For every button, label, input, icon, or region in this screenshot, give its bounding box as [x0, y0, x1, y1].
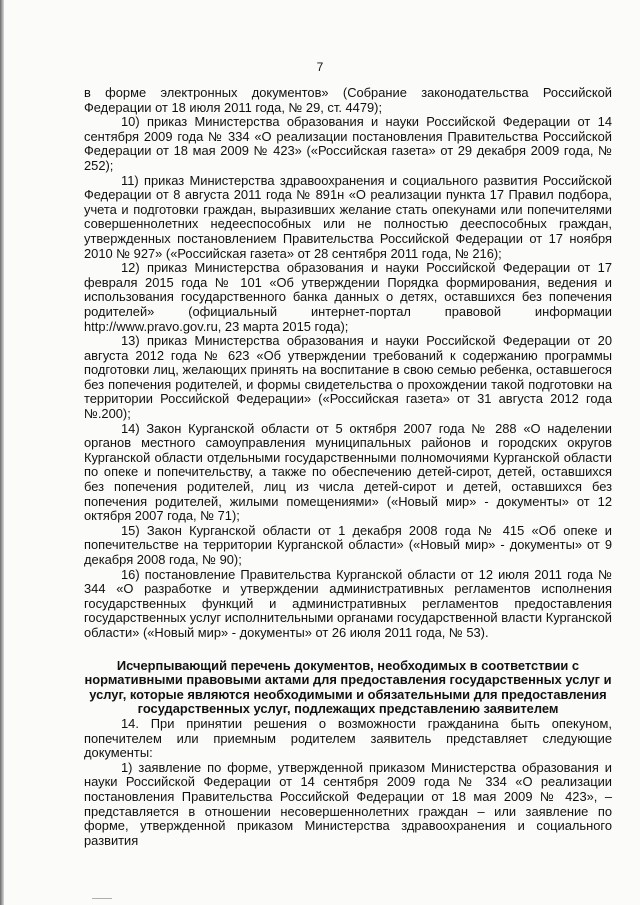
list-item-15: 15) Закон Курганской области от 1 декабря 2008 года № 415 «Об опеке и попечительстве на территории Курганской области» («Новый мир» - документы» от 9 декабря 2008 года, № 90);	[84, 522, 612, 567]
document-body	[84, 86, 612, 848]
list-item-16: 16) постановление Правительства Курганской области от 12 июля 2011 года № 344 «О разработке и утверждении административных регламентов исполнения государственных функций и административных регламентов предоставления государственных услуг исполнительными органами государственной власти Курганской области» («Новый мир» - документы» от 26 июля 2011 года, № 53).	[84, 566, 612, 640]
list-item-13: 13) приказ Министерства образования и науки Российской Федерации от 20 августа 2012 года № 623 «Об утверждении требований к содержанию программы подготовки лиц, желающих принять на воспитание в свою семью ребенка, оставшегося без попечения родителей, и формы свидетельства о прохождении такой подготовки на территории Российской Федерации» («Российская газета» от 31 августа 2012 года №.200);	[84, 333, 612, 422]
paragraph-continuation: в форме электронных документов» (Собрание законодательства Российской Федерации от 18 июля 2011 года, № 29, ст. 4479);	[84, 85, 612, 115]
scan-mark	[92, 898, 112, 902]
scan-edge-shadow	[0, 0, 4, 905]
paragraph-clause-14: 14. При принятии решения о возможности гражданина быть опекуном, попечителем или приемным родителем заявитель представляет следующие документы:	[84, 715, 612, 761]
list-item-14: 14) Закон Курганской области от 5 октября 2007 года № 288 «О наделении органов местного самоуправления муниципальных районов и городских округов Курганской области отдельными государственными полномочиями Курганской области по опеке и попечительству, а также по обеспечению детей-сирот, детей, оставшихся без попечения родителей, лиц из числа детей-сирот и детей, оставшихся без попечения родителей, жилыми помещениями» («Новый мир» - документы» от 12 октября 2007 года, № 71);	[84, 420, 612, 524]
list-item-11: 11) приказ Министерства здравоохранения и социального развития Российской Федерации от 8 августа 2011 года № 891н «О реализации пункта 17 Правил подбора, учета и подготовки граждан, выразивших желание стать опекунами или попечителями совершеннолетних недееспособных или не полностью дееспособных граждан, утвержденных постановлением Правительства Российской Федерации от 17 ноября 2010 № 927» («Российская газета» от 28 сентября 2011 года, № 216);	[84, 172, 612, 261]
list-item-12: 12) приказ Министерства образования и науки Российской Федерации от 17 февраля 2015 года № 101 «Об утверждении Порядка формирования, ведения и использования государственного банка данных о детях, оставшихся без попечения родителей» (официальный интернет-портал правовой информации http://www.pravo.gov.ru, 23 марта 2015 года);	[84, 260, 612, 334]
section-heading: Исчерпывающий перечень документов, необходимых в соответствии с нормативными правовыми актами для предоставления государственных услуг и услуг, которые являются необходимыми и обязательными для предоставления государственных услуг, подлежащих представлению заявителем	[84, 657, 612, 717]
page-number: 7	[316, 60, 324, 74]
list-item-10: 10) приказ Министерства образования и науки Российской Федерации от 14 сентября 2009 года № 334 «О реализации постановления Правительства Российской Федерации от 18 мая 2009 № 423» («Российская газета» от 29 декабря 2009 года, № 252);	[84, 114, 612, 173]
paragraph-subitem-1: 1) заявление по форме, утвержденной приказом Министерства образования и науки Российской Федерации от 14 сентября 2009 года № 334 «О реализации постановления Правительства Российской Федерации от 18 мая 2009 № 423», – представляется в отношении несовершеннолетних граждан – или заявление по форме, утвержденной приказом Министерства здравоохранения и социального развития	[84, 759, 612, 848]
